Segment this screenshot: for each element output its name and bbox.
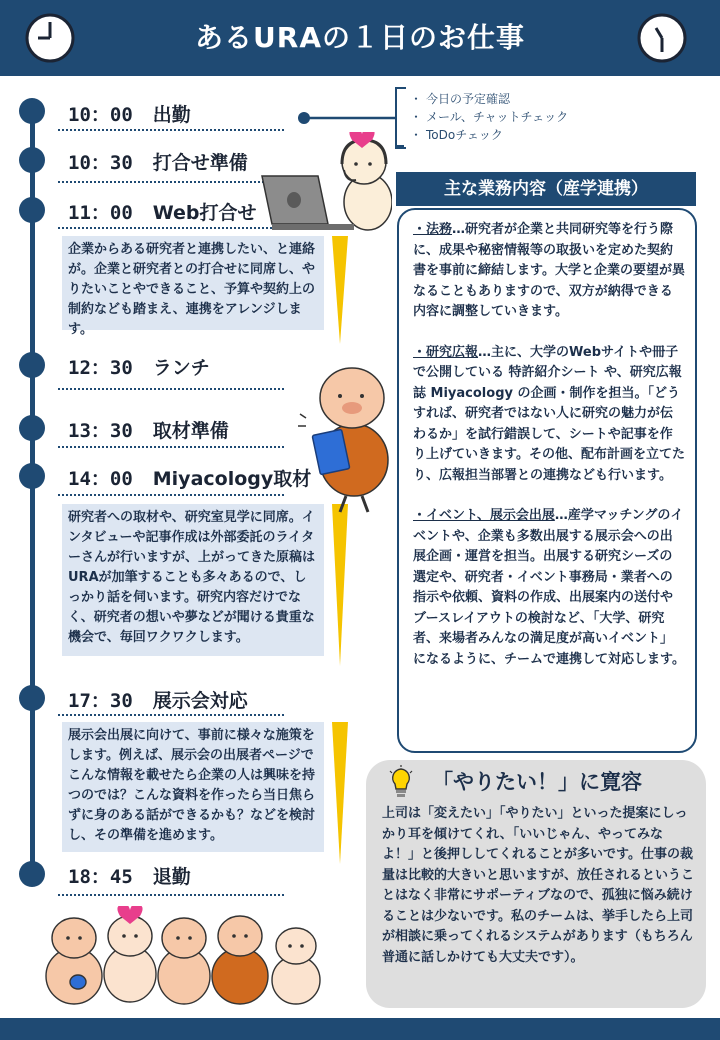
dotted-divider: [58, 129, 284, 131]
character-notebook-illustration: [296, 356, 406, 516]
schedule-event: 打合せ準備: [152, 152, 248, 174]
schedule-event: 退勤: [152, 866, 191, 888]
dotted-divider: [58, 714, 284, 716]
schedule-event: 取材準備: [152, 420, 229, 442]
clock-icon: [636, 12, 688, 64]
work-item-lead: ・法務: [413, 222, 453, 237]
main-work-title: 主な業務内容（産学連携）: [396, 172, 696, 206]
dotted-divider: [58, 894, 284, 896]
schedule-time: 14：00: [68, 468, 133, 490]
work-item-pr: [413, 343, 685, 487]
dotted-divider: [58, 181, 284, 183]
yellow-wedge: [330, 722, 350, 864]
schedule-event: 展示会対応: [152, 690, 248, 712]
schedule-item: [68, 100, 191, 127]
memo-item: ・ 今日の予定確認: [410, 90, 568, 108]
lightbulb-icon: [388, 765, 414, 799]
schedule-event: Web打合せ: [152, 202, 257, 224]
timeline-dot: [19, 352, 45, 378]
dotted-divider: [58, 494, 284, 496]
work-item-text: …研究者が企業と共同研究等を行う際に、成果や秘密情報等の取扱いを定めた契約書を事前に締結します。大学と企業の要望が異なることもありますので、双方が納得できる内容に調整していきます。: [413, 222, 685, 319]
work-item-text: …主に、大学のWebサイトや冊子で公開している 特許紹介シート や、研究広報誌 Miyacology の企画・制作を担当。「どうすれば、研究者ではない人に研究の魅力が伝わるか」を試行錯誤して、シートや記事を作り上げていきます。その他、配布計画を立てたり、広報担当部署との連携なども行います。: [413, 344, 685, 483]
schedule-event: 出勤: [152, 104, 191, 126]
culture-card: [366, 760, 706, 1008]
memo-bracket: [392, 86, 408, 150]
work-item-text: …産学マッチングのイベントや、企業も多数出展する展示会への出展企画・運営を担当。出展する研究シーズの選定や、研究者・イベント事務局・業者への指示や依頼、資料の作成、出展案内の送付やブースレイアウトの検討など、「大学、研究者、来場者みんなの満足度が高いイベント」になるように、チームで連携して対応します。: [413, 508, 685, 667]
interview-description: 研究者への取材や、研究室見学に同席。インタビューや記事作成は外部委託のライターさんが行いますが、上がってきた原稿はURAが加筆することも多々あるので、しっかり話を伺います。研究内容だけでなく、研究者の想いや夢などが聞ける貴重な機会で、毎回ワクワクします。: [62, 504, 324, 656]
work-item-events: [413, 506, 685, 670]
schedule-item: [68, 353, 210, 380]
timeline-line: [30, 110, 35, 875]
schedule-event: ランチ: [152, 357, 210, 379]
exhibition-description: 展示会出展に向けて、事前に様々な施策をします。例えば、展示会の出展者ページでこんな情報を載せたら企業の人は興味を持つのでは？こんな資料を作ったら当日焦らずに身のある話ができるかも？などを検討し、その準備を進めます。: [62, 722, 324, 852]
culture-card-body: 上司は「変えたい」「やりたい」といった提案にしっかり耳を傾けてくれ、「いいじゃん、やってみなよ！」と後押ししてくれることが多いです。仕事の裁量は比較的大きいと思いますが、放任されるということはなく非常にサポーティブなので、孤独に悩み続けることは少ないです。私のチームは、挙手したら上司が相談に乗ってくれるシステムがあります（もちろん普通に話しかけても大丈夫です）。: [382, 806, 695, 965]
dotted-divider: [58, 227, 284, 229]
timeline-dot: [19, 685, 45, 711]
timeline-dot: [19, 463, 45, 489]
timeline-dot: [19, 147, 45, 173]
timeline-dot: [19, 415, 45, 441]
schedule-time: 13：30: [68, 420, 133, 442]
timeline-dot: [19, 98, 45, 124]
schedule-item: [68, 464, 311, 491]
characters-group-illustration: [34, 906, 334, 1010]
memo-list: [410, 90, 568, 144]
timeline-dot: [19, 861, 45, 887]
work-item-legal: [413, 220, 685, 323]
schedule-event: Miyacology取材: [152, 468, 312, 490]
footer-bar: [0, 1018, 720, 1040]
timeline-dot: [19, 197, 45, 223]
schedule-time: 12：30: [68, 357, 133, 379]
page-title: あるURAの１日のお仕事: [195, 21, 525, 54]
work-item-lead: ・イベント、展示会出展: [413, 508, 555, 523]
schedule-time: 10：30: [68, 152, 133, 174]
dotted-divider: [58, 446, 284, 448]
work-item-lead: ・研究広報: [413, 344, 479, 360]
schedule-time: 10：00: [68, 104, 133, 126]
yellow-wedge: [330, 504, 350, 666]
web-meeting-description: 企業からある研究者と連携したい、と連絡が。企業と研究者との打合せに同席し、やりたいことやできること、予算や契約上の制約なども踏まえ、連携をアレンジします。: [62, 236, 324, 330]
memo-item: ・ ToDoチェック: [410, 126, 568, 144]
person-laptop-illustration: [256, 132, 392, 232]
memo-item: ・ メール、チャットチェック: [410, 108, 568, 126]
schedule-item: [68, 862, 191, 889]
schedule-item: [68, 148, 248, 175]
main-work-box: [397, 208, 697, 753]
dotted-divider: [58, 388, 284, 390]
schedule-item: [68, 416, 229, 443]
schedule-time: 18：45: [68, 866, 133, 888]
schedule-time: 17：30: [68, 690, 133, 712]
schedule-time: 11：00: [68, 202, 133, 224]
yellow-wedge: [330, 236, 350, 344]
schedule-item: [68, 686, 248, 713]
schedule-item: [68, 198, 257, 225]
culture-card-title: 「やりたい！」に寛容: [432, 770, 642, 794]
